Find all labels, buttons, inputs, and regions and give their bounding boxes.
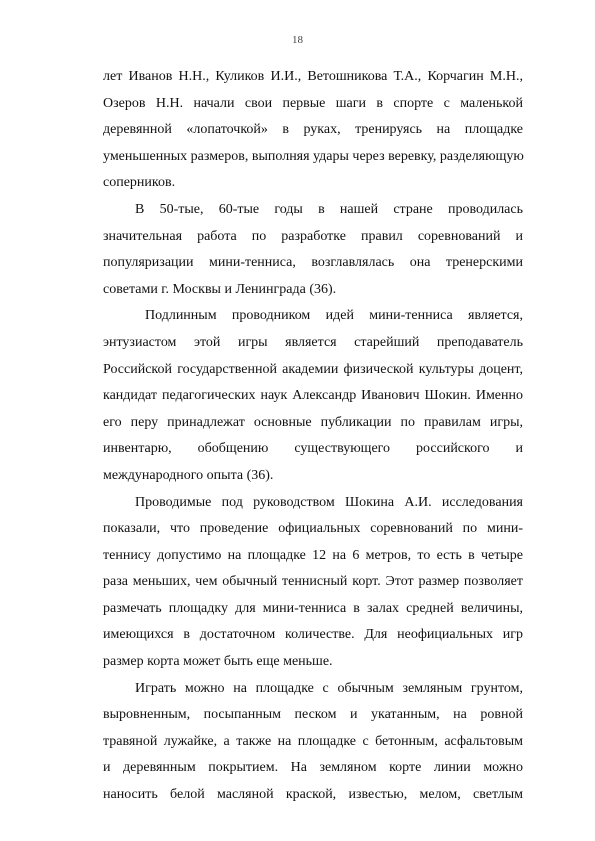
- text-line: Играть можно на площадке с обычным земляным грунтом,: [135, 680, 523, 696]
- text-line: раза меньших, чем обычный теннисный корт. Этот размер позволяет: [103, 574, 523, 590]
- text-line: наносить белой масляной краской, известью, мелом, светлым: [103, 787, 523, 803]
- text-line: уменьшенных размеров, выполняя удары через веревку, разделяющую: [103, 148, 524, 164]
- paragraph-2: [103, 197, 523, 303]
- text-line: советами г. Москвы и Ленинграда (36).: [103, 281, 337, 297]
- document-body: [103, 64, 523, 809]
- text-line: имеющихся в достаточном количестве. Для неофициальных игр: [103, 627, 523, 643]
- text-line: В 50-тые, 60-тые годы в нашей стране проводилась: [135, 201, 523, 217]
- paragraph-1: [103, 64, 523, 197]
- text-line: популяризации мини-тенниса, возглавлялась она тренерскими: [103, 255, 523, 271]
- text-line: энтузиастом этой игры является старейший преподаватель: [103, 334, 523, 350]
- paragraph-4: [103, 490, 523, 676]
- paragraph-5: [103, 676, 523, 809]
- text-line: его перу принадлежат основные публикации по правилам игры,: [103, 414, 523, 430]
- text-line: Озеров Н.Н. начали свои первые шаги в спорте с маленькой: [103, 95, 523, 111]
- text-line: Российской государственной академии физической культуры доцент,: [103, 361, 523, 377]
- text-line: размечать площадку для мини-тенниса в залах средней величины,: [103, 600, 523, 616]
- text-line: Подлинным проводником идей мини-тенниса является,: [145, 308, 523, 324]
- text-line: соперников.: [103, 175, 176, 191]
- text-line: международного опыта (36).: [103, 467, 274, 483]
- page-number: 18: [292, 34, 303, 46]
- text-line: кандидат педагогических наук Александр Иванович Шокин. Именно: [103, 388, 523, 404]
- text-line: деревянной «лопаточкой» в руках, тренируясь на площадке: [103, 122, 523, 138]
- text-line: лет Иванов Н.Н., Куликов И.И., Ветошникова Т.А., Корчагин М.Н.,: [103, 69, 523, 84]
- text-line: и деревянным покрытием. На земляном корте линии можно: [103, 760, 523, 776]
- paragraph-3: [103, 303, 523, 489]
- text-line: теннису допустимо на площадке 12 на 6 метров, то есть в четыре: [103, 547, 523, 563]
- text-line: Проводимые под руководством Шокина А.И. исследования: [135, 494, 523, 510]
- text-line: выровненным, посыпанным песком и укатанным, на ровной: [103, 707, 523, 723]
- text-line: показали, что проведение официальных соревнований по мини-: [103, 521, 523, 537]
- text-line: инвентарю, обобщению существующего российского и: [103, 441, 523, 457]
- text-line: значительная работа по разработке правил соревнований и: [103, 228, 523, 244]
- text-line: травяной лужайке, а также на площадке с бетонным, асфальтовым: [103, 733, 523, 749]
- text-line: размер корта может быть еще меньше.: [103, 654, 333, 670]
